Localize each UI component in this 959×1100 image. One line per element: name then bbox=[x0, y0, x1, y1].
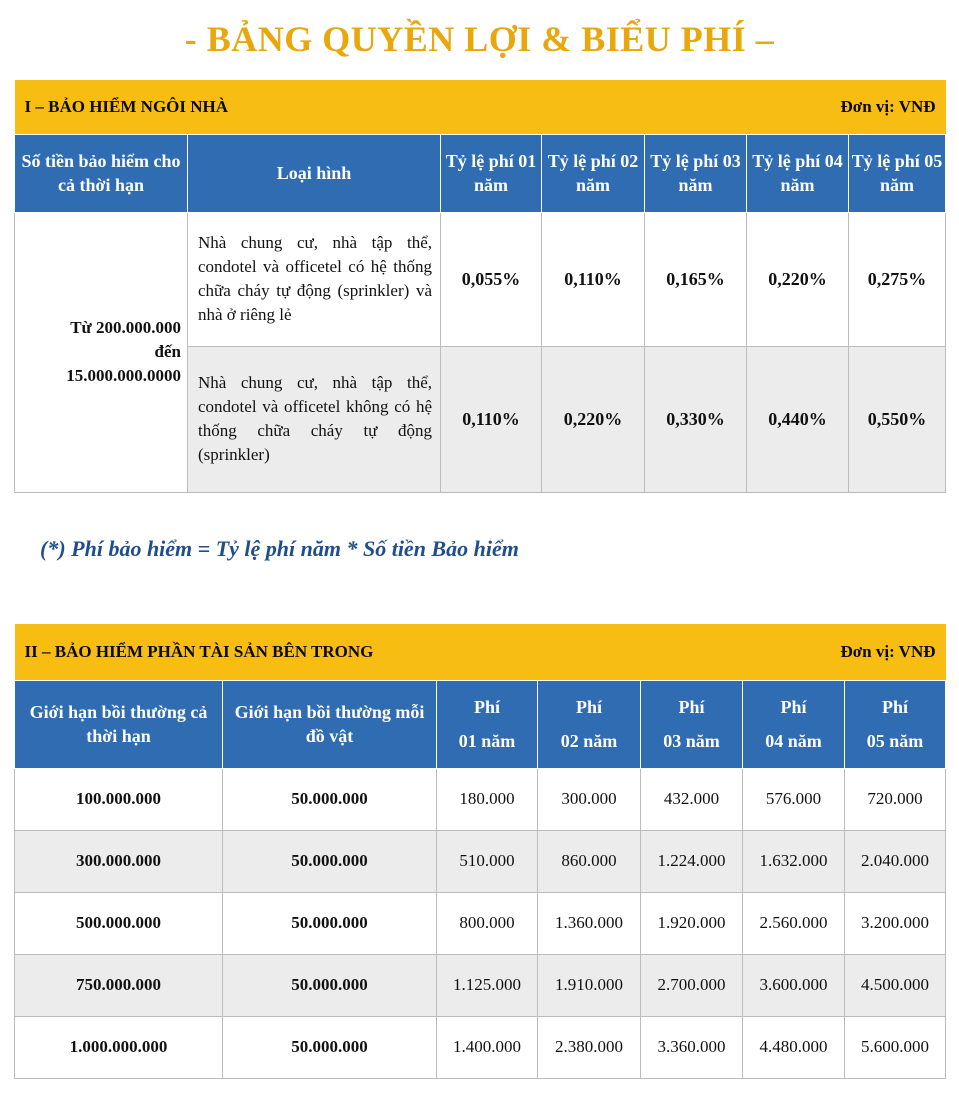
rate-cell: 0,055% bbox=[441, 212, 542, 346]
building-type: Nhà chung cư, nhà tập thể, condotel và officetel không có hệ thống chữa cháy tự động (sprinkler) bbox=[188, 346, 441, 492]
table-row bbox=[15, 1016, 946, 1078]
section1-header bbox=[15, 80, 946, 134]
fee-cell: 4.480.000 bbox=[743, 1016, 845, 1078]
table-row bbox=[15, 892, 946, 954]
fee-cell: 2.560.000 bbox=[743, 892, 845, 954]
contents-insurance-table bbox=[14, 624, 946, 1079]
premium-formula-note: (*) Phí bảo hiểm = Tỷ lệ phí năm * Số tiền Bảo hiểm bbox=[40, 536, 519, 561]
fee-cell: 860.000 bbox=[538, 830, 641, 892]
col-limit-item: Giới hạn bồi thường mỗi đồ vật bbox=[223, 680, 437, 768]
limit-item: 50.000.000 bbox=[223, 892, 437, 954]
section1-title: I – BẢO HIỂM NGÔI NHÀ bbox=[15, 80, 645, 134]
fee-cell: 2.700.000 bbox=[641, 954, 743, 1016]
fee-cell: 1.360.000 bbox=[538, 892, 641, 954]
section1-column-headers bbox=[15, 134, 946, 212]
rate-cell: 0,440% bbox=[747, 346, 849, 492]
fee-cell: 5.600.000 bbox=[845, 1016, 946, 1078]
fee-cell: 1.632.000 bbox=[743, 830, 845, 892]
sum-range: Từ 200.000.000 đến 15.000.000.0000 bbox=[15, 212, 188, 492]
col-limit-total: Giới hạn bồi thường cả thời hạn bbox=[15, 680, 223, 768]
limit-total: 100.000.000 bbox=[15, 768, 223, 830]
fee-cell: 3.600.000 bbox=[743, 954, 845, 1016]
table-row bbox=[15, 830, 946, 892]
col-rate-2y: Tỷ lệ phí 02 năm bbox=[542, 134, 645, 212]
col-type: Loại hình bbox=[188, 134, 441, 212]
col-sum-insured: Số tiền bảo hiểm cho cả thời hạn bbox=[15, 134, 188, 212]
limit-total: 500.000.000 bbox=[15, 892, 223, 954]
fee-cell: 1.910.000 bbox=[538, 954, 641, 1016]
fee-cell: 1.400.000 bbox=[437, 1016, 538, 1078]
section2-title: II – BẢO HIỂM PHẦN TÀI SẢN BÊN TRONG bbox=[15, 624, 641, 680]
fee-cell: 1.125.000 bbox=[437, 954, 538, 1016]
limit-total: 300.000.000 bbox=[15, 830, 223, 892]
col-rate-3y: Tỷ lệ phí 03 năm bbox=[645, 134, 747, 212]
col-fee-2y: Phí 02 năm bbox=[538, 680, 641, 768]
rate-cell: 0,220% bbox=[747, 212, 849, 346]
rate-cell: 0,550% bbox=[849, 346, 946, 492]
table-row bbox=[15, 954, 946, 1016]
col-fee-1y: Phí 01 năm bbox=[437, 680, 538, 768]
limit-item: 50.000.000 bbox=[223, 768, 437, 830]
col-fee-5y: Phí 05 năm bbox=[845, 680, 946, 768]
fee-cell: 3.360.000 bbox=[641, 1016, 743, 1078]
rate-cell: 0,110% bbox=[441, 346, 542, 492]
fee-cell: 4.500.000 bbox=[845, 954, 946, 1016]
section2-header bbox=[15, 624, 946, 680]
section2-unit: Đơn vị: VNĐ bbox=[641, 624, 946, 680]
fee-cell: 300.000 bbox=[538, 768, 641, 830]
limit-item: 50.000.000 bbox=[223, 1016, 437, 1078]
fee-cell: 180.000 bbox=[437, 768, 538, 830]
fee-cell: 2.040.000 bbox=[845, 830, 946, 892]
limit-total: 1.000.000.000 bbox=[15, 1016, 223, 1078]
table-row bbox=[15, 212, 946, 346]
fee-cell: 3.200.000 bbox=[845, 892, 946, 954]
rate-cell: 0,165% bbox=[645, 212, 747, 346]
limit-item: 50.000.000 bbox=[223, 954, 437, 1016]
page-title: - BẢNG QUYỀN LỢI & BIỂU PHÍ – bbox=[184, 19, 775, 59]
fee-cell: 720.000 bbox=[845, 768, 946, 830]
fee-cell: 2.380.000 bbox=[538, 1016, 641, 1078]
fee-cell: 576.000 bbox=[743, 768, 845, 830]
table-row bbox=[15, 768, 946, 830]
col-rate-5y: Tỷ lệ phí 05 năm bbox=[849, 134, 946, 212]
col-fee-4y: Phí 04 năm bbox=[743, 680, 845, 768]
col-rate-4y: Tỷ lệ phí 04 năm bbox=[747, 134, 849, 212]
section1-unit: Đơn vị: VNĐ bbox=[645, 80, 946, 134]
rate-cell: 0,275% bbox=[849, 212, 946, 346]
building-type: Nhà chung cư, nhà tập thể, condotel và officetel có hệ thống chữa cháy tự động (sprinkler) và nhà ở riêng lẻ bbox=[188, 212, 441, 346]
home-insurance-table bbox=[14, 80, 946, 493]
col-fee-3y: Phí 03 năm bbox=[641, 680, 743, 768]
fee-cell: 1.224.000 bbox=[641, 830, 743, 892]
rate-cell: 0,110% bbox=[542, 212, 645, 346]
fee-cell: 800.000 bbox=[437, 892, 538, 954]
fee-cell: 1.920.000 bbox=[641, 892, 743, 954]
limit-total: 750.000.000 bbox=[15, 954, 223, 1016]
fee-cell: 510.000 bbox=[437, 830, 538, 892]
rate-cell: 0,330% bbox=[645, 346, 747, 492]
limit-item: 50.000.000 bbox=[223, 830, 437, 892]
col-rate-1y: Tỷ lệ phí 01 năm bbox=[441, 134, 542, 212]
section2-column-headers bbox=[15, 680, 946, 768]
fee-cell: 432.000 bbox=[641, 768, 743, 830]
rate-cell: 0,220% bbox=[542, 346, 645, 492]
